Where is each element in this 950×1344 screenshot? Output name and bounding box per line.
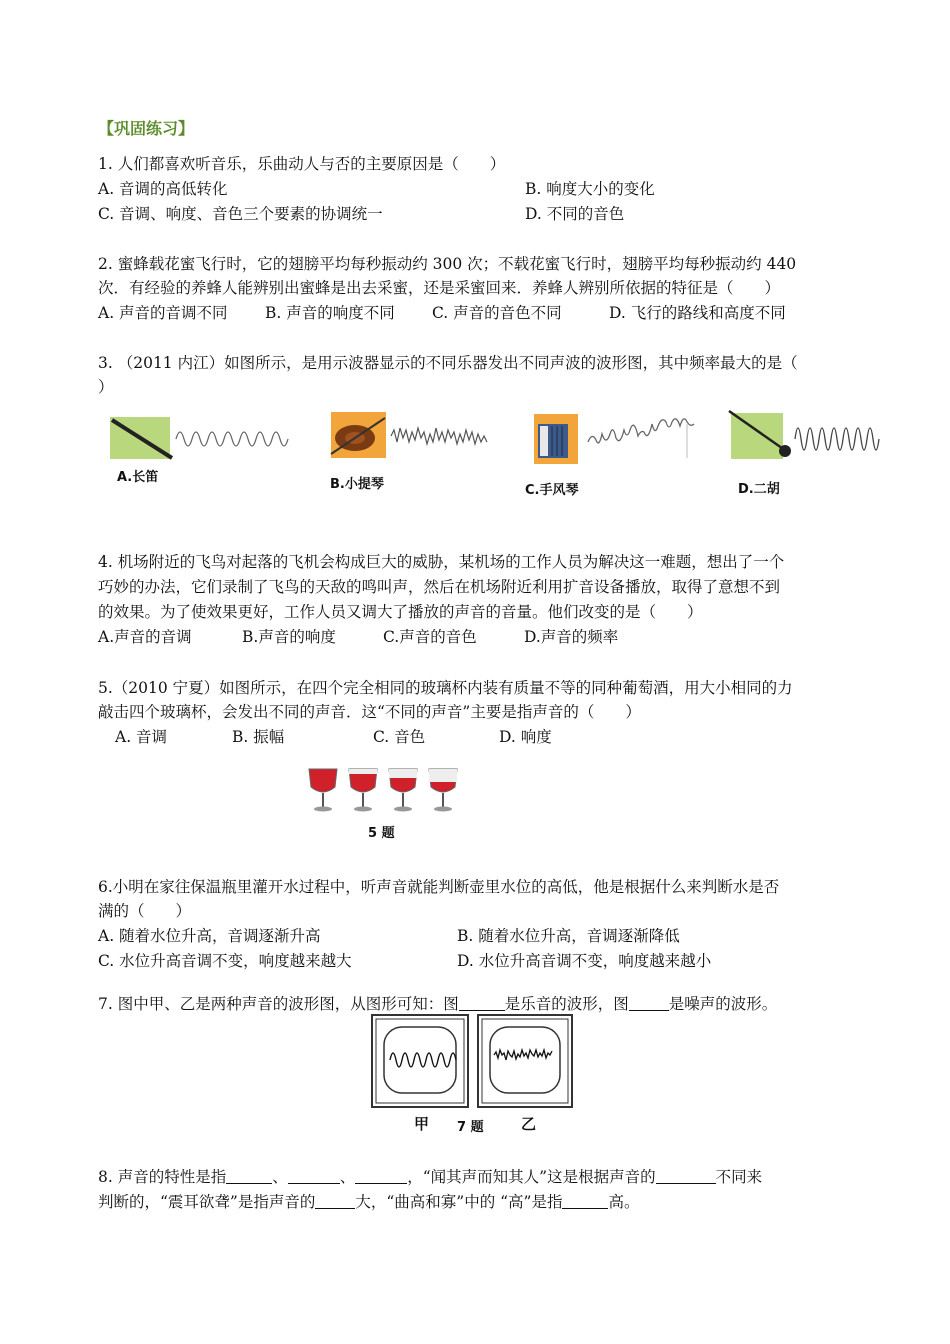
wine-glasses-figure [305, 765, 465, 815]
accordion-waveform-figure [530, 412, 695, 467]
q2-line2: 次．有经验的养蜂人能辨别出蜜蜂是出去采蜜，还是采蜜回来．养蜂人辨别所依据的特征是（ ） [98, 279, 781, 297]
q6-line1: 6.小明在家往保温瓶里灌开水过程中，听声音就能判断壶里水位的高低，他是根据什么来判断水是否 [98, 878, 780, 896]
q7-text-1: 7. 图中甲、乙是两种声音的波形图，从图形可知：图 [98, 995, 459, 1013]
wine-glass-3 [389, 769, 417, 812]
q4-option-c: C.声音的音色 [383, 628, 477, 646]
q8-blank-1[interactable] [226, 1167, 272, 1184]
q6-option-b: B. 随着水位升高，音调逐渐降低 [457, 927, 680, 945]
q8-text-8: 高。 [608, 1193, 640, 1211]
section-title: 【巩固练习】 [98, 119, 195, 138]
q4-option-b: B.声音的响度 [242, 628, 336, 646]
wine-glass-1 [309, 769, 337, 812]
q5-line2: 敲击四个玻璃杯，会发出不同的声音．这“不同的声音”主要是指声音的（ ） [98, 703, 641, 721]
q7-text-3: 是噪声的波形。 [668, 995, 778, 1013]
q8-text-3: 、 [339, 1168, 356, 1186]
q3-caption-c: C.手风琴 [525, 483, 579, 498]
q5-line1: 5.（2010 宁夏）如图所示，在四个完全相同的玻璃杯内装有质量不等的同种葡萄酒，用大小相同的力 [98, 679, 793, 697]
q7-label-jia: 甲 [414, 1115, 430, 1133]
oscilloscope-figure [370, 1013, 575, 1113]
q8-text-4: ，“闻其声而知其人”这是根据声音的 [407, 1168, 656, 1186]
q8-blank-4[interactable] [656, 1167, 716, 1184]
q8-text-6: 判断的，“震耳欲聋”是指声音的 [98, 1193, 316, 1211]
q6-line2: 满的（ ） [98, 902, 192, 920]
q4-option-d: D.声音的频率 [524, 628, 619, 646]
q8-blank-3[interactable] [355, 1167, 407, 1184]
q2-option-b: B. 声音的响度不同 [265, 304, 395, 322]
q4-option-a: A.声音的音调 [98, 628, 192, 646]
q3-line1: 3. （2011 内江）如图所示，是用示波器显示的不同乐器发出不同声波的波形图，其中频率最大的是（ [98, 354, 798, 372]
q2-line1: 2. 蜜蜂载花蜜飞行时，它的翅膀平均每秒振动约 300 次；不载花蜜飞行时，翅膀平均每秒振动约 440 [98, 255, 797, 273]
q7-text-2: 是乐音的波形，图 [504, 995, 629, 1013]
erhu-waveform-figure [725, 405, 885, 465]
q8-blank-2[interactable] [288, 1167, 340, 1184]
q4-line3: 的效果。为了使效果更好，工作人员又调大了播放的声音的音量。他们改变的是（ ） [98, 603, 703, 621]
q8-line1 [98, 1165, 762, 1189]
q1-option-a: A. 音调的高低转化 [98, 180, 228, 198]
q8-text-1: 8. 声音的特性是指 [98, 1168, 227, 1186]
q5-option-b: B. 振幅 [232, 728, 285, 746]
q1-option-b: B. 响度大小的变化 [525, 180, 655, 198]
q8-blank-5[interactable] [315, 1192, 355, 1209]
q4-line1: 4. 机场附近的飞鸟对起落的飞机会构成巨大的威胁，某机场的工作人员为解决这一难题，想出了一个 [98, 553, 785, 571]
wine-glass-4 [429, 769, 457, 812]
q2-option-c: C. 声音的音色不同 [432, 304, 562, 322]
q6-option-a: A. 随着水位升高，音调逐渐升高 [98, 927, 321, 945]
violin-waveform-figure [325, 410, 495, 460]
q7-blank-1[interactable] [459, 994, 505, 1011]
q2-option-d: D. 飞行的路线和高度不同 [609, 304, 786, 322]
q5-option-d: D. 响度 [499, 728, 552, 746]
q5-figure-caption: 5 题 [368, 826, 395, 841]
q8-line2 [98, 1190, 640, 1214]
q1-stem: 1. 人们都喜欢听音乐，乐曲动人与否的主要原因是（ ） [98, 155, 506, 173]
q7-figure-caption: 7 题 [457, 1120, 484, 1135]
q4-line2: 巧妙的办法，它们录制了飞鸟的天敌的鸣叫声，然后在机场附近利用扩音设备播放，取得了意想不到 [98, 578, 781, 596]
q7-label-yi: 乙 [521, 1115, 537, 1133]
oscilloscope-jia [372, 1015, 468, 1107]
q3-caption-b: B.小提琴 [330, 477, 384, 492]
q8-blank-6[interactable] [562, 1192, 608, 1209]
q8-text-2: 、 [272, 1168, 288, 1186]
flute-waveform-figure [110, 412, 290, 462]
q2-option-a: A. 声音的音调不同 [98, 304, 228, 322]
q8-text-5: 不同来 [715, 1168, 763, 1186]
q3-caption-d: D.二胡 [738, 482, 780, 497]
q5-option-a: A. 音调 [115, 728, 168, 746]
q1-option-c: C. 音调、响度、音色三个要素的协调统一 [98, 205, 383, 223]
q1-option-d: D. 不同的音色 [525, 205, 625, 223]
wine-glass-2 [349, 769, 377, 812]
q3-line2: ） [98, 378, 114, 396]
q5-option-c: C. 音色 [373, 728, 426, 746]
q8-text-7: 大，“曲高和寡”中的 “高”是指 [355, 1193, 563, 1211]
oscilloscope-yi [478, 1015, 572, 1107]
q7-blank-2[interactable] [629, 994, 669, 1011]
q6-option-c: C. 水位升高音调不变，响度越来越大 [98, 952, 352, 970]
q3-caption-a: A.长笛 [117, 470, 159, 485]
q6-option-d: D. 水位升高音调不变，响度越来越小 [457, 952, 712, 970]
